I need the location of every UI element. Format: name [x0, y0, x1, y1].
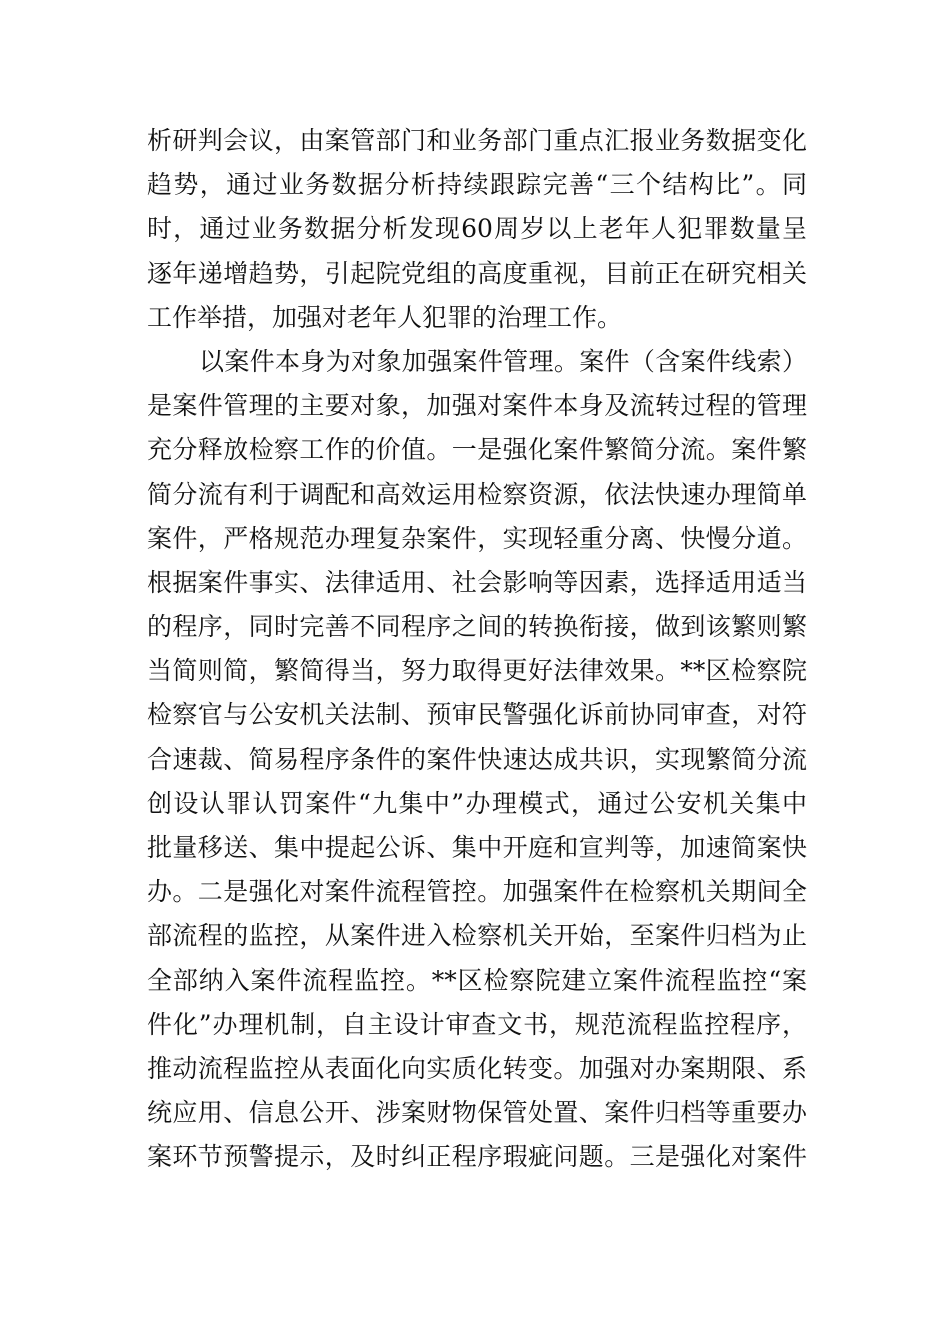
text-line: 时，通过业务数据分析发现60周岁以上老年人犯罪数量呈 — [147, 214, 807, 244]
text-line: 部流程的监控，从案件进入检察机关开始，至案件归档为止 — [147, 921, 807, 951]
paragraph-heading-line: 以案件本身为对象加强案件管理。案件（含案件线索） — [199, 346, 807, 376]
text-line: 检察官与公安机关法制、预审民警强化诉前协同审查，对符 — [147, 700, 807, 730]
body-text — [147, 119, 807, 1180]
text-line: 全部纳入案件流程监控。**区检察院建立案件流程监控“案 — [147, 965, 807, 995]
text-line: 是案件管理的主要对象，加强对案件本身及流转过程的管理 — [147, 391, 807, 421]
text-line: 析研判会议，由案管部门和业务部门重点汇报业务数据变化 — [147, 126, 807, 155]
text-line: 件化”办理机制，自主设计审查文书，规范流程监控程序， — [147, 1009, 807, 1039]
text-line: 批量移送、集中提起公诉、集中开庭和宣判等，加速简案快 — [147, 833, 807, 862]
text-line: 创设认罪认罚案件“九集中”办理模式，通过公安机关集中 — [147, 788, 807, 818]
text-line: 逐年递增趋势，引起院党组的高度重视，目前正在研究相关 — [147, 258, 807, 288]
text-line: 案件，严格规范办理复杂案件，实现轻重分离、快慢分道。 — [147, 523, 807, 553]
text-line: 统应用、信息公开、涉案财物保管处置、案件归档等重要办 — [147, 1098, 807, 1128]
text-line: 推动流程监控从表面化向实质化转变。加强对办案期限、系 — [147, 1053, 807, 1083]
text-line: 充分释放检察工作的价值。一是强化案件繁简分流。案件繁 — [147, 435, 807, 465]
text-line: 根据案件事实、法律适用、社会影响等因素，选择适用适当 — [147, 567, 807, 597]
text-line: 的程序，同时完善不同程序之间的转换衔接，做到该繁则繁 — [147, 612, 807, 642]
text-line: 合速裁、简易程序条件的案件快速达成共识，实现繁简分流 — [147, 744, 807, 774]
text-line: 趋势，通过业务数据分析持续跟踪完善“三个结构比”。同 — [147, 170, 807, 200]
text-line: 案环节预警提示，及时纠正程序瑕疵问题。三是强化对案件 — [147, 1142, 807, 1172]
text-line: 办。二是强化对案件流程管控。加强案件在检察机关期间全 — [147, 877, 807, 907]
text-line: 简分流有利于调配和高效运用检察资源，依法快速办理简单 — [147, 479, 807, 509]
paragraph-end-line: 工作举措，加强对老年人犯罪的治理工作。 — [147, 302, 623, 332]
text-line: 当简则简，繁简得当，努力取得更好法律效果。**区检察院 — [147, 656, 807, 686]
